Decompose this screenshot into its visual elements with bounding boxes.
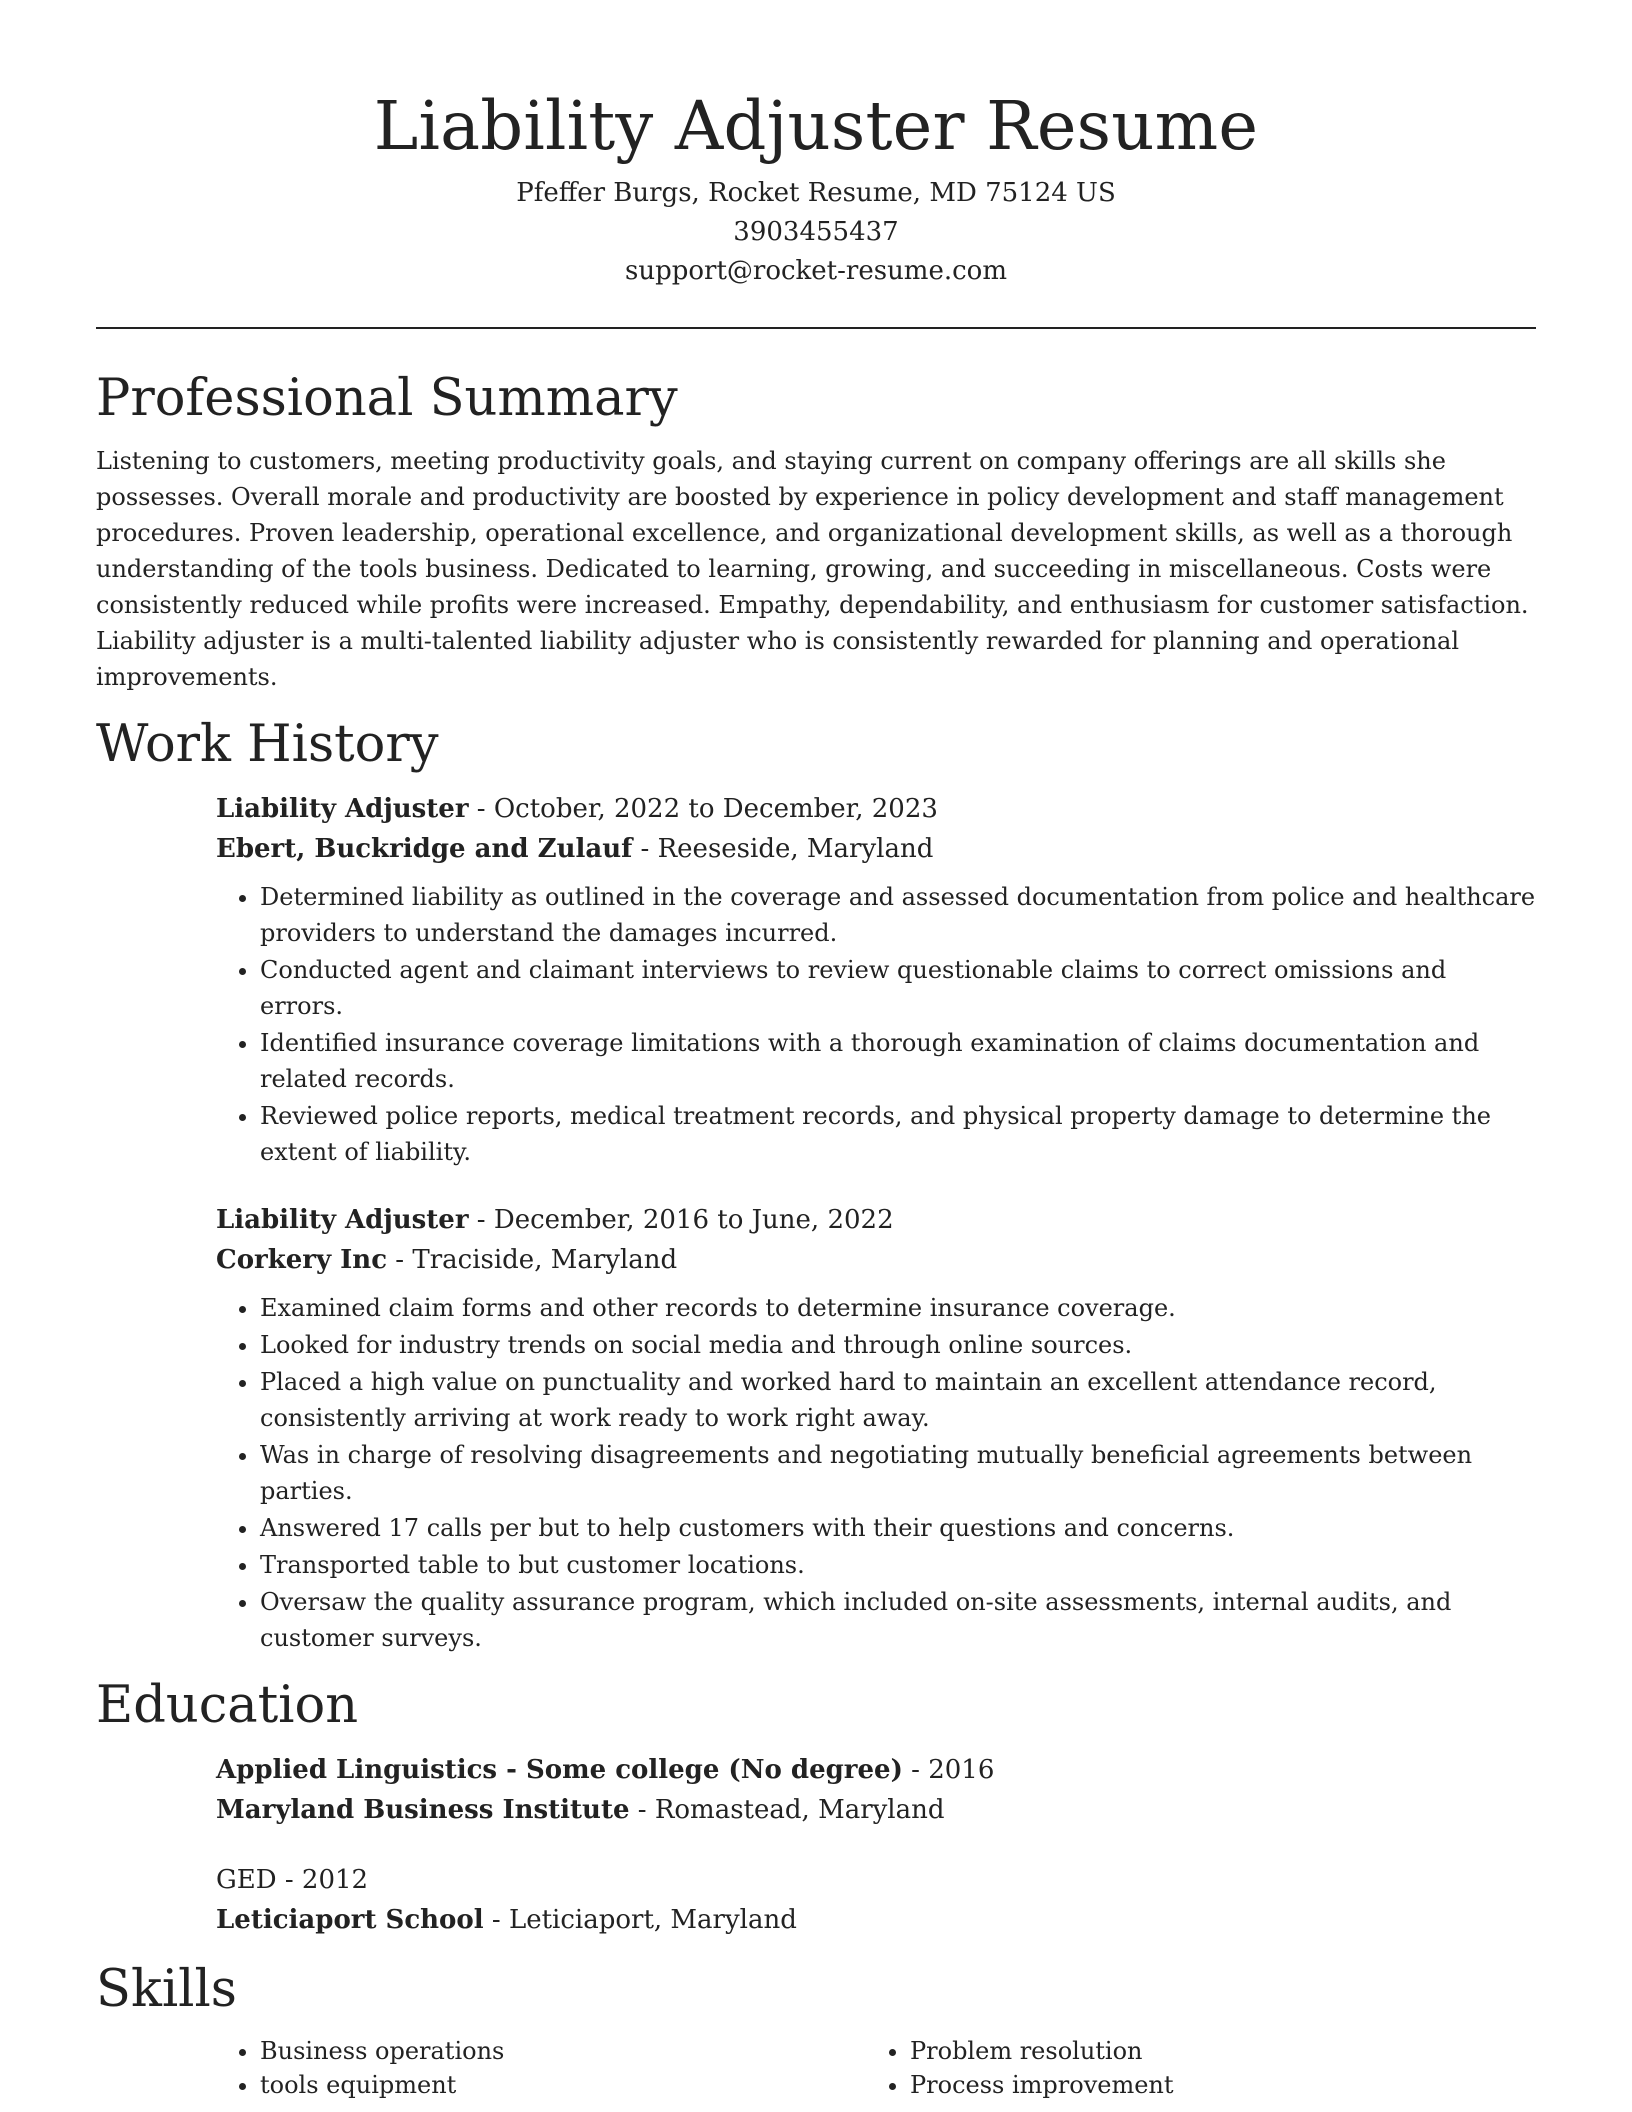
job-dates: - December, 2016 to June, 2022 <box>468 1205 894 1235</box>
job-location: - Reeseside, Maryland <box>632 834 934 864</box>
job-duty: • Determined liability as outlined in the coverage and assessed documentation from police and healthcare providers to understand the damages incurred. <box>260 879 1536 951</box>
education-section <box>96 1674 1536 1940</box>
job-company: Corkery Inc <box>216 1245 388 1275</box>
job-entry <box>216 1200 1536 1656</box>
education-degree-line <box>216 1860 1536 1900</box>
job-duties-list <box>216 1290 1536 1656</box>
job-title-line <box>216 789 1536 829</box>
skill-item: • Business operations <box>260 2034 866 2068</box>
job-duty: • Identified insurance coverage limitations with a thorough examination of claims documentation and related records. <box>260 1025 1536 1097</box>
job-duty: • Oversaw the quality assurance program, which included on-site assessments, internal audits, and customer surveys. <box>260 1584 1536 1656</box>
skills-list-left <box>216 2034 866 2102</box>
job-location: - Traciside, Maryland <box>387 1245 678 1275</box>
summary-section <box>96 367 1536 695</box>
skills-list-right <box>866 2034 1516 2102</box>
job-dates: - October, 2022 to December, 2023 <box>468 794 938 824</box>
education-school-line <box>216 1900 1536 1940</box>
work-history-heading: Work History <box>96 715 439 774</box>
summary-text: Listening to customers, meeting productivity goals, and staying current on company offerings are all skills she possesses. Overall morale and productivity are boosted by experience in policy development and staff management procedures. Proven leadership, operational excellence, and organizational development skills, as well as a thorough understanding of the tools business. Dedicated to learning, growing, and succeeding in miscellaneous. Costs were consistently reduced while profits were increased. Empathy, dependability, and enthusiasm for customer satisfaction. Liability adjuster is a multi-talented liability adjuster who is consistently rewarded for planning and operational improvements. <box>96 447 1529 691</box>
education-location: - Leticiaport, Maryland <box>483 1905 797 1935</box>
skill-item: • Process improvement <box>910 2068 1516 2102</box>
job-title: Liability Adjuster <box>216 794 469 824</box>
education-year: - 2016 <box>902 1755 995 1785</box>
skills-section <box>96 1958 1536 2102</box>
job-duty: • Answered 17 calls per but to help customers with their questions and concerns. <box>260 1510 1536 1546</box>
education-school: Leticiaport School <box>216 1905 484 1935</box>
job-duty: • Conducted agent and claimant interviews to review questionable claims to correct omissions and errors. <box>260 952 1536 1024</box>
resume-page <box>96 0 1536 2102</box>
skill-item: • Problem resolution <box>910 2034 1516 2068</box>
resume-title: Liability Adjuster Resume <box>373 87 1259 165</box>
skills-heading: Skills <box>96 1960 237 2019</box>
job-duties-list <box>216 879 1536 1170</box>
job-duty: • Looked for industry trends on social media and through online sources. <box>260 1327 1536 1363</box>
job-company-line <box>216 1240 1536 1280</box>
job-entry <box>216 789 1536 1170</box>
education-degree: Applied Linguistics - Some college (No degree) <box>216 1755 903 1785</box>
summary-heading: Professional Summary <box>96 369 678 428</box>
education-degree-line <box>216 1750 1536 1790</box>
skill-item: • tools equipment <box>260 2068 866 2102</box>
education-entry <box>216 1860 1536 1940</box>
job-duty: • Examined claim forms and other records to determine insurance coverage. <box>260 1290 1536 1326</box>
education-entry <box>216 1750 1536 1830</box>
contact-address: Pfeffer Burgs, Rocket Resume, MD 75124 US <box>516 178 1116 208</box>
job-title-line <box>216 1200 1536 1240</box>
contact-block <box>96 174 1536 291</box>
job-company: Ebert, Buckridge and Zulauf <box>216 834 633 864</box>
work-history-section <box>96 713 1536 1656</box>
job-duty: • Transported table to but customer locations. <box>260 1547 1536 1583</box>
education-location: - Romastead, Maryland <box>629 1795 945 1825</box>
job-duty: • Was in charge of resolving disagreements and negotiating mutually beneficial agreements between parties. <box>260 1437 1536 1509</box>
contact-email: support@rocket-resume.com <box>624 256 1007 286</box>
skills-grid <box>216 2034 1536 2102</box>
job-duty: • Reviewed police reports, medical treatment records, and physical property damage to determine the extent of liability. <box>260 1098 1536 1170</box>
education-school: Maryland Business Institute <box>216 1795 630 1825</box>
header-divider <box>96 327 1536 329</box>
education-heading: Education <box>96 1676 359 1735</box>
job-title: Liability Adjuster <box>216 1205 469 1235</box>
contact-phone: 3903455437 <box>733 217 899 247</box>
job-duty: • Placed a high value on punctuality and worked hard to maintain an excellent attendance record, consistently arriving at work ready to work right away. <box>260 1364 1536 1436</box>
education-school-line <box>216 1790 1536 1830</box>
education-year: GED - 2012 <box>216 1865 369 1895</box>
job-company-line <box>216 829 1536 869</box>
